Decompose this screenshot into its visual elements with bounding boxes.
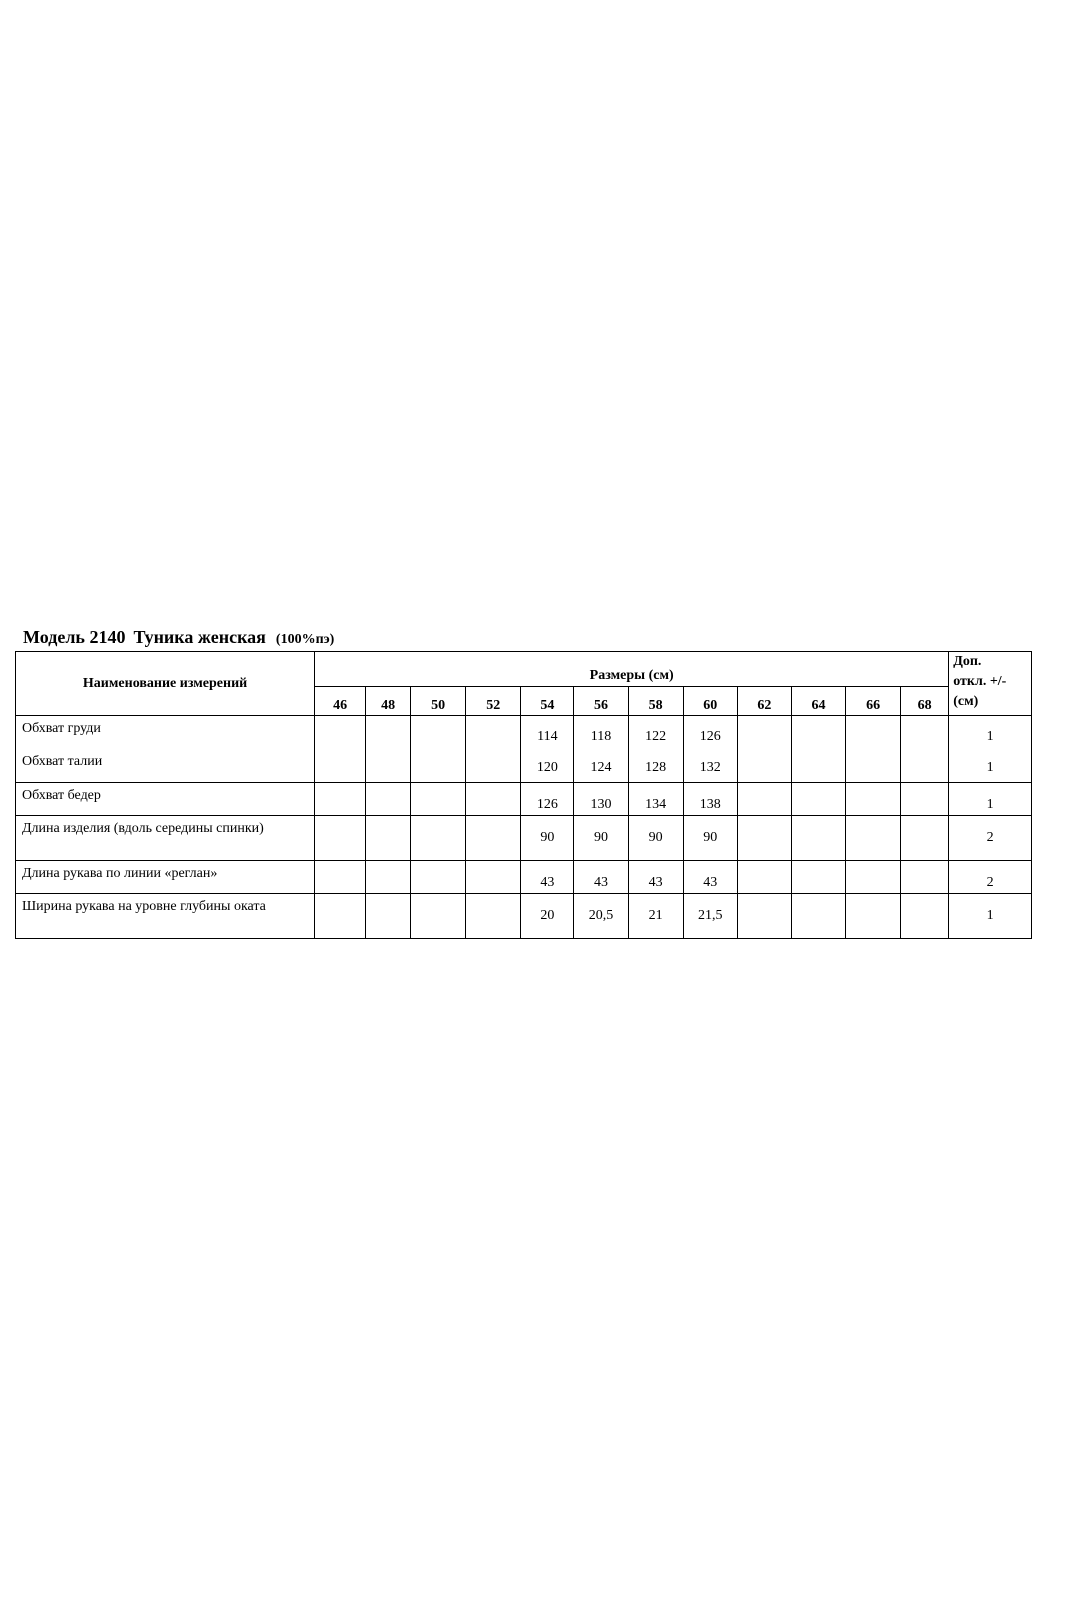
measurement-label: Обхват груди Обхват талии	[16, 716, 315, 783]
value-cell: 43	[628, 861, 683, 894]
value-cell: 90	[521, 816, 574, 861]
measurement-label: Обхват бедер	[16, 783, 315, 816]
value-cell: 90	[574, 816, 628, 861]
size-48: 48	[366, 687, 411, 716]
value-cell: 90	[628, 816, 683, 861]
table-row	[16, 716, 1032, 783]
size-54: 54	[521, 687, 574, 716]
measurement-label: Длина рукава по линии «реглан»	[16, 861, 315, 894]
size-60: 60	[683, 687, 737, 716]
model-number: Модель 2140	[23, 627, 126, 647]
value-cell: 43	[574, 861, 628, 894]
size-68: 68	[901, 687, 949, 716]
value-cell: 122 128	[628, 716, 683, 783]
size-64: 64	[791, 687, 845, 716]
size-58: 58	[628, 687, 683, 716]
sizes-header: Размеры (см)	[315, 652, 949, 687]
value-cell: 114 120	[521, 716, 574, 783]
measurement-label: Длина изделия (вдоль середины спинки)	[16, 816, 315, 861]
tolerance-header: Доп. откл. +/- (см)	[949, 652, 1032, 716]
size-56: 56	[574, 687, 628, 716]
size-52: 52	[466, 687, 521, 716]
tolerance-cell: 2	[949, 816, 1032, 861]
size-66: 66	[846, 687, 901, 716]
value-cell: 43	[683, 861, 737, 894]
value-cell: 21,5	[683, 894, 737, 939]
value-cell: 90	[683, 816, 737, 861]
measurement-name-header: Наименование измерений	[16, 652, 315, 716]
product-name: Туника женская	[133, 627, 266, 647]
value-cell: 20,5	[574, 894, 628, 939]
size-62: 62	[737, 687, 791, 716]
tolerance-cell: 1	[949, 894, 1032, 939]
size-46: 46	[315, 687, 366, 716]
value-cell: 126	[521, 783, 574, 816]
table-row	[16, 816, 1032, 861]
value-cell: 130	[574, 783, 628, 816]
value-cell: 20	[521, 894, 574, 939]
fabric-composition: (100%пэ)	[275, 632, 335, 647]
measurement-label: Ширина рукава на уровне глубины оката	[16, 894, 315, 939]
header-row	[16, 652, 1032, 687]
size-chart-table	[15, 651, 1032, 939]
value-cell: 43	[521, 861, 574, 894]
value-cell: 118 124	[574, 716, 628, 783]
size-50: 50	[411, 687, 466, 716]
value-cell: 134	[628, 783, 683, 816]
value-cell: 126 132	[683, 716, 737, 783]
value-cell: 138	[683, 783, 737, 816]
table-row	[16, 894, 1032, 939]
table-row	[16, 861, 1032, 894]
value-cell: 21	[628, 894, 683, 939]
tolerance-cell: 2	[949, 861, 1032, 894]
document-title	[23, 627, 334, 648]
tolerance-cell: 1 1	[949, 716, 1032, 783]
tolerance-cell: 1	[949, 783, 1032, 816]
table-row	[16, 783, 1032, 816]
